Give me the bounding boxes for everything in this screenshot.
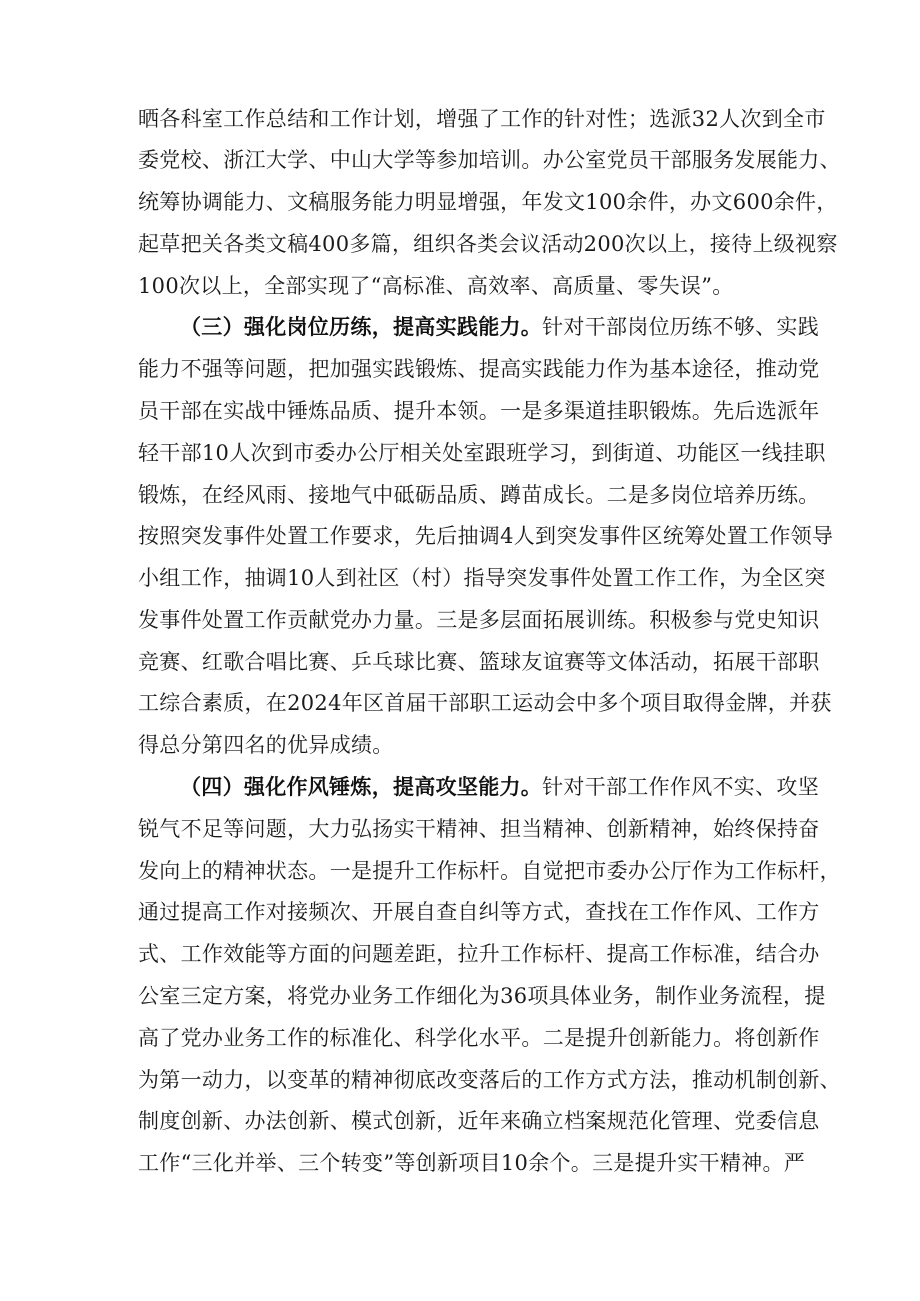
- section-3-line: 轻干部10人次到市委办公厅相关处室跟班学习，到街道、功能区一线挂职: [138, 441, 826, 465]
- section-3-line: 发事件处置工作贡献党办力量。三是多层面拓展训练。积极参与党史知识: [138, 608, 820, 632]
- section-3-line: 小组工作，抽调10人到社区（村）指导突发事件处置工作工作，为全区突: [138, 566, 826, 590]
- section-4-first-line: [180, 767, 819, 807]
- paragraph-1-line-2: 委党校、浙江大学、中山大学等参加培训。办公室党员干部服务发展能力、: [138, 148, 841, 172]
- section-3-first-line-text: 针对干部岗位历练不够、实践: [542, 315, 820, 339]
- section-4-line: 工作“三化并举、三个转变”等创新项目10余个。三是提升实干精神。严: [138, 1151, 806, 1175]
- paragraph-1-line-1: 晒各科室工作总结和工作计划，增强了工作的针对性；选派32人次到全市: [138, 107, 826, 131]
- section-3-line: 锻炼，在经风雨、接地气中砥砺品质、蹲苗成长。二是多岗位培养历练。: [138, 483, 820, 507]
- section-4-first-line-text: 针对干部工作作风不实、攻坚: [542, 775, 820, 799]
- paragraph-1-line-5: 100次以上，全部实现了“高标准、高效率、高质量、零失误”。: [138, 274, 734, 298]
- section-4-line: 发向上的精神状态。一是提升工作标杆。自觉把市委办公厅作为工作标杆，: [138, 859, 841, 883]
- section-4-line: 通过提高工作对接频次、开展自查自纠等方式，查找在工作作风、工作方: [138, 900, 820, 924]
- section-3-line: 员干部在实战中锤炼品质、提升本领。一是多渠道挂职锻炼。先后选派年: [138, 399, 820, 423]
- section-4-line: 制度创新、办法创新、模式创新，近年来确立档案规范化管理、党委信息: [138, 1109, 820, 1133]
- section-3-heading: （三）强化岗位历练，提高实践能力。: [180, 315, 543, 339]
- section-4-line: 式、工作效能等方面的问题差距，拉升工作标杆、提高工作标准，结合办: [138, 942, 820, 966]
- section-3-line: 按照突发事件处置工作要求，先后抽调4人到突发事件区统筹处置工作领导: [138, 524, 834, 548]
- section-3-line: 竞赛、红歌合唱比赛、乒乓球比赛、篮球友谊赛等文体活动，拓展干部职: [138, 650, 820, 674]
- section-4-line: 锐气不足等问题，大力弘扬实干精神、担当精神、创新精神，始终保持奋: [138, 817, 820, 841]
- section-3-line: 能力不强等问题，把加强实践锻炼、提高实践能力作为基本途径，推动党: [138, 357, 820, 381]
- section-3-line: 得总分第四名的优异成绩。: [138, 733, 394, 757]
- section-4-line: 高了党办业务工作的标准化、科学化水平。二是提升创新能力。将创新作: [138, 1026, 820, 1050]
- paragraph-1-line-3: 统筹协调能力、文稿服务能力明显增强，年发文100余件，办文600余件，: [138, 190, 838, 214]
- section-4-line: 为第一动力，以变革的精神彻底改变落后的工作方式方法，推动机制创新、: [138, 1068, 841, 1092]
- paragraph-1-line-4: 起草把关各类文稿400多篇，组织各类会议活动200次以上，接待上级视察: [138, 232, 838, 256]
- section-3-line: 工综合素质，在2024年区首届干部职工运动会中多个项目取得金牌，并获: [138, 691, 832, 715]
- section-4-heading: （四）强化作风锤炼，提高攻坚能力。: [180, 775, 543, 799]
- section-3-first-line: [180, 307, 819, 347]
- section-4-line: 公室三定方案，将党办业务工作细化为36项具体业务，制作业务流程，提: [138, 984, 826, 1008]
